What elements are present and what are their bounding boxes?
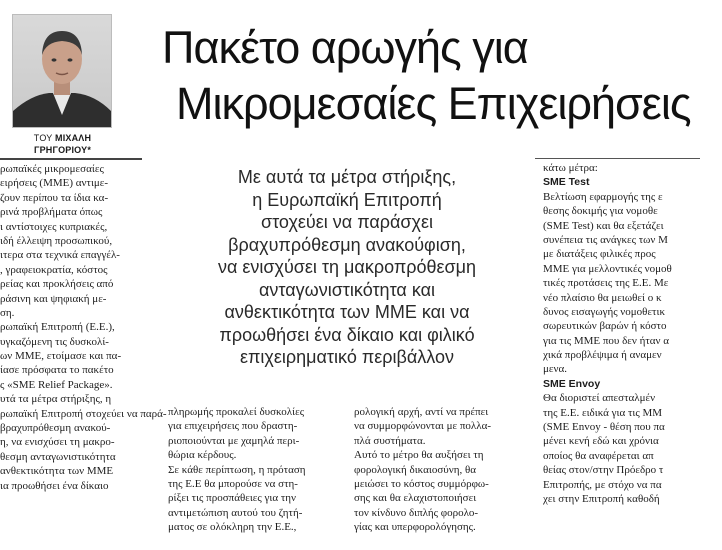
column-line: για τις ΜΜΕ που δεν ήταν α bbox=[543, 334, 670, 347]
column-line: τικές προτάσεις της Ε.Ε. Με bbox=[543, 277, 669, 290]
column-line: ματος σε ολόκληρη την Ε.Ε., bbox=[168, 521, 297, 534]
column-line: ίασε πρόσφατα το πακέτο bbox=[0, 364, 114, 377]
column-line: μενα. bbox=[543, 363, 568, 376]
column-line: γίας και υπερφορολόγησης. bbox=[354, 521, 476, 534]
column-line: θεσης δοκιμής για νομοθε bbox=[543, 205, 658, 218]
column-line: ρωπαϊκή Επιτροπή στοχεύει να παρά- bbox=[0, 407, 167, 420]
pull-quote-line: η Ευρωπαϊκή Επιτροπή bbox=[252, 189, 442, 210]
column-line: υγκαζόμενη τις δυσκολί- bbox=[0, 335, 109, 348]
headline-line-2: Μικρομεσαίες Επιχειρήσεις bbox=[176, 78, 691, 129]
column-line: σης και θα ελαχιστοποιήσει bbox=[354, 492, 477, 505]
column-line: χει στην Επιτροπή καθοδή bbox=[543, 492, 660, 505]
column-line: ζουν περίπου τα ίδια κα- bbox=[0, 191, 109, 204]
author-byline bbox=[0, 132, 125, 156]
column-line: οποίος θα αναφέρεται απ bbox=[543, 449, 654, 462]
pull-quote-line: ανθεκτικότητα των ΜΜΕ και να bbox=[224, 302, 470, 322]
article-column-2 bbox=[168, 405, 348, 535]
column-line: να συμμορφώνονται με πολλα- bbox=[354, 420, 491, 433]
headline-line-1: Πακέτο αρωγής για bbox=[162, 22, 528, 73]
article-column-1 bbox=[0, 162, 167, 493]
column-line: υτά τα μέτρα στήριξης, η bbox=[0, 393, 112, 406]
column-line: βραχυπρόθεσμη ανακού- bbox=[0, 422, 111, 435]
column-line: δυνος εισαγωγής νομοθετικ bbox=[543, 305, 665, 318]
article-column-4 bbox=[543, 161, 700, 506]
subheading-sme-test: SME Test bbox=[543, 176, 590, 189]
column-line: Θα διοριστεί απεσταλμέν bbox=[543, 392, 656, 405]
column-line: ρολογική αρχή, αντί να πρέπει bbox=[354, 406, 489, 418]
pull-quote-line: στοχεύει να παράσχει bbox=[260, 212, 434, 232]
pull-quote-line: βραχυπρόθεσμη ανακούφιση, bbox=[228, 234, 466, 255]
column-intro-line: κάτω μέτρα: bbox=[543, 162, 598, 174]
column-line: ράσινη και ψηφιακή με- bbox=[0, 292, 107, 305]
byline-rule bbox=[0, 158, 142, 160]
column-line: ΜΜΕ για μελλοντικές νομοθ bbox=[543, 262, 672, 275]
column-line: ιτερα στα τεχνικά επαγγέλ- bbox=[0, 249, 120, 262]
column-line: θεσμη ανταγωνιστικότητα bbox=[0, 450, 116, 463]
column-line: τον κίνδυνο διπλής φορολο- bbox=[354, 506, 479, 519]
column-line: ων ΜΜΕ, ετοίμασε και πα- bbox=[0, 350, 122, 363]
column-line: για επιχειρήσεις που δραστη- bbox=[168, 420, 298, 433]
column-line: ρωπαϊκές μικρομεσαίες bbox=[0, 163, 104, 175]
byline-name-last: ΓΡΗΓΟΡΙΟΥ* bbox=[33, 145, 92, 155]
column-line: Σε κάθε περίπτωση, η πρόταση bbox=[168, 463, 306, 476]
column-line: σωρευτικών βαρών ή κόστο bbox=[543, 320, 667, 333]
column-line: ι αντίστοιχες κυπριακές, bbox=[0, 220, 108, 233]
column-line: με διατάξεις φιλικές προς bbox=[543, 248, 656, 261]
column-line: νέο πλαίσιο θα μειωθεί ο κ bbox=[543, 291, 662, 304]
pull-quote-line: να ενισχύσει τη μακροπρόθεσμη bbox=[217, 257, 477, 277]
column-line: Επιτροπής, με στόχο να πα bbox=[543, 478, 662, 491]
column-line: ση. bbox=[0, 306, 15, 319]
column-line: Αυτό το μέτρο θα αυξήσει τη bbox=[354, 449, 484, 462]
column-line: ρωπαϊκή Επιτροπή (Ε.Ε.), bbox=[0, 321, 115, 334]
column-line: ριοποιούνται με χαμηλά περι- bbox=[168, 434, 300, 447]
column-line: ς «SME Relief Package». bbox=[0, 378, 113, 391]
column-line: Βελτίωση εφαρμογής της ε bbox=[543, 190, 663, 203]
column-line: ανθεκτικότητα των ΜΜΕ bbox=[0, 465, 114, 478]
pull-quote-line: επιχειρηματικό περιβάλλον bbox=[239, 347, 455, 367]
column-line: μένει κενή εδώ και χρόνια bbox=[543, 435, 659, 448]
column-line: ιδή έλλειψη προσωπικού, bbox=[0, 234, 113, 247]
pull-quote bbox=[172, 166, 522, 369]
article-column-3 bbox=[354, 405, 526, 535]
column-line: της Ε.Ε θα μπορούσε να στη- bbox=[168, 477, 298, 490]
article-headline bbox=[162, 20, 722, 132]
column-line: ια προωθήσει ένα δίκαιο bbox=[0, 479, 109, 492]
column-line: , γραφειοκρατία, κόστος bbox=[0, 263, 108, 276]
byline-prefix: ΤΟΥ bbox=[33, 133, 53, 143]
column-line: η, να ενισχύσει τη μακρο- bbox=[0, 436, 115, 449]
column-line: θείας στον/στην Πρόεδρο τ bbox=[543, 464, 664, 477]
column-4-top-rule bbox=[535, 158, 700, 159]
pull-quote-line: Με αυτά τα μέτρα στήριξης, bbox=[237, 167, 457, 187]
author-portrait-image bbox=[13, 15, 111, 127]
subheading-sme-envoy: SME Envoy bbox=[543, 377, 601, 390]
column-line: χικά προβλέψιμα ή αναμεν bbox=[543, 349, 662, 362]
column-line: (SME Envoy - θέση που πα bbox=[543, 421, 665, 434]
column-line: ρινά προβλήματα όπως bbox=[0, 206, 103, 219]
pull-quote-line: προωθήσει ένα δίκαιο και φιλικό bbox=[219, 324, 475, 345]
column-line: αντιμετώπιση αυτού του ζητή- bbox=[168, 506, 303, 519]
column-line: φορολογική δικαιοσύνη, θα bbox=[354, 463, 476, 476]
byline-name-first: ΜΙΧΑΛΗ bbox=[55, 133, 92, 143]
column-line: ρείας και προκλήσεις από bbox=[0, 278, 114, 291]
column-line: μειώσει το κόστος συμμόρφω- bbox=[354, 477, 489, 490]
column-line: πλά συστήματα. bbox=[354, 434, 426, 447]
column-line: ειρήσεις (ΜΜΕ) αντιμε- bbox=[0, 177, 109, 190]
column-line: θώρια κέρδους. bbox=[168, 449, 237, 462]
column-line: συνέπεια τις ανάγκες των Μ bbox=[543, 233, 668, 246]
column-line: (SME Test) και θα εξετάζει bbox=[543, 219, 664, 232]
column-line: ρίξει τις προσπάθειες για την bbox=[168, 492, 297, 505]
author-photo bbox=[12, 14, 112, 128]
column-line: πληρωμής προκαλεί δυσκολίες bbox=[168, 406, 305, 418]
column-line: της Ε.Ε. ειδικά για τις ΜΜ bbox=[543, 406, 663, 419]
pull-quote-line: ανταγωνιστικότητα και bbox=[258, 279, 436, 300]
